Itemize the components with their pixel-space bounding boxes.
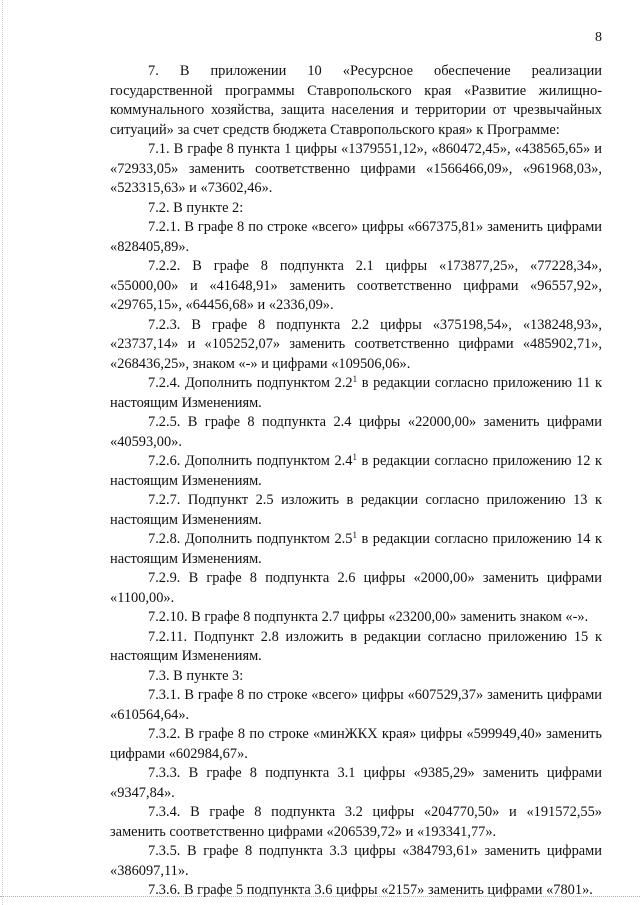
paragraph-7-2: 7.2. В пункте 2: <box>148 199 244 216</box>
document-body <box>110 62 602 901</box>
paragraph-7-2-11: 7.2.11. Подпункт 2.8 изложить в редакции согласно приложению 15 к настоящим Изменениям. <box>110 628 602 664</box>
paragraph-7-3-5: 7.3.5. В графе 8 подпункта 3.3 цифры «384793,61» заменить цифрами «386097,11». <box>110 843 602 879</box>
superscript: 1 <box>352 452 357 462</box>
paragraph-7-3-3: 7.3.3. В графе 8 подпункта 3.1 цифры «9385,29» заменить цифрами «9347,84». <box>110 765 602 801</box>
paragraph-7-3: 7.3. В пункте 3: <box>148 667 244 684</box>
paragraph-7-2-10: 7.2.10. В графе 8 подпункта 2.7 цифры «23200,00» заменить знаком «-». <box>148 609 589 625</box>
paragraph-7-2-8 <box>110 530 602 569</box>
paragraph-7-2-4 <box>110 374 602 413</box>
paragraph-7-1: 7.1. В графе 8 пункта 1 цифры «1379551,12», «860472,45», «438565,65» и «72933,05» заменить соответственно цифрами «1566466,09», «961968,03», «523315,63» и «73602,46». <box>110 141 602 196</box>
page-number: 8 <box>595 30 602 45</box>
paragraph-text: 7.2.6. Дополнить подпунктом 2.4 <box>148 453 353 469</box>
paragraph-7-2-6 <box>110 452 602 491</box>
paragraph-7-3-2: 7.3.2. В графе 8 по строке «минЖКХ края» цифры «599949,40» заменить цифрами «602984,67». <box>110 726 602 762</box>
paragraph-7-3-4: 7.3.4. В графе 8 подпункта 3.2 цифры «204770,50» и «191572,55» заменить соответственно цифрами «206539,72» и «193341,77». <box>110 804 602 840</box>
paragraph-7-2-3: 7.2.3. В графе 8 подпункта 2.2 цифры «375198,54», «138248,93», «23737,14» и «105252,07» заменить соответственно цифрами «485902,71», «268436,25», знаком «-» и цифрами «109506,06». <box>110 316 602 372</box>
paragraph-7-2-1: 7.2.1. В графе 8 по строке «всего» цифры «667375,81» заменить цифрами «828405,89». <box>110 219 602 255</box>
paragraph-text: в редакции согласно приложению 12 к настоящим Изменениям. <box>110 453 602 489</box>
paragraph-7-2-2: 7.2.2. В графе 8 подпункта 2.1 цифры «173877,25», «77228,34», «55000,00» и «41648,91» заменить соответственно цифрами «96557,92», «29765,15», «64456,68» и «2336,09». <box>110 258 602 313</box>
paragraph-7-3-1: 7.3.1. В графе 8 по строке «всего» цифры «607529,37» заменить цифрами «610564,64». <box>110 687 602 723</box>
paragraph-text: 7.2.4. Дополнить подпунктом 2.2 <box>148 375 353 391</box>
paragraph-text: в редакции согласно приложению 14 к настоящим Изменениям. <box>110 531 602 567</box>
paragraph-text: 7.2.8. Дополнить подпунктом 2.5 <box>148 531 353 547</box>
superscript: 1 <box>352 374 358 384</box>
paragraph-7: 7. В приложении 10 «Ресурсное обеспечение реализации государственной программы Ставропольского края «Развитие жилищно-коммунального хозяйства, защита населения и территории от чрезвычайных ситуаций» за счет средств бюджета Ставропольского края» к Программе: <box>110 63 602 138</box>
scan-edge-bottom <box>0 896 640 897</box>
paragraph-7-2-7: 7.2.7. Подпункт 2.5 изложить в редакции согласно приложению 13 к настоящим Изменениям. <box>110 492 602 528</box>
paragraph-7-2-9: 7.2.9. В графе 8 подпункта 2.6 цифры «2000,00» заменить цифрами «1100,00». <box>110 570 602 606</box>
paragraph-7-3-6: 7.3.6. В графе 5 подпункта 3.6 цифры «2157» заменить цифрами «7801». <box>148 882 593 898</box>
scan-edge-left <box>2 0 3 905</box>
paragraph-text: в редакции согласно приложению 11 к настоящим Изменениям. <box>110 375 602 411</box>
superscript: 1 <box>352 530 357 540</box>
paragraph-7-2-5: 7.2.5. В графе 8 подпункта 2.4 цифры «22000,00» заменить цифрами «40593,00». <box>110 414 602 450</box>
